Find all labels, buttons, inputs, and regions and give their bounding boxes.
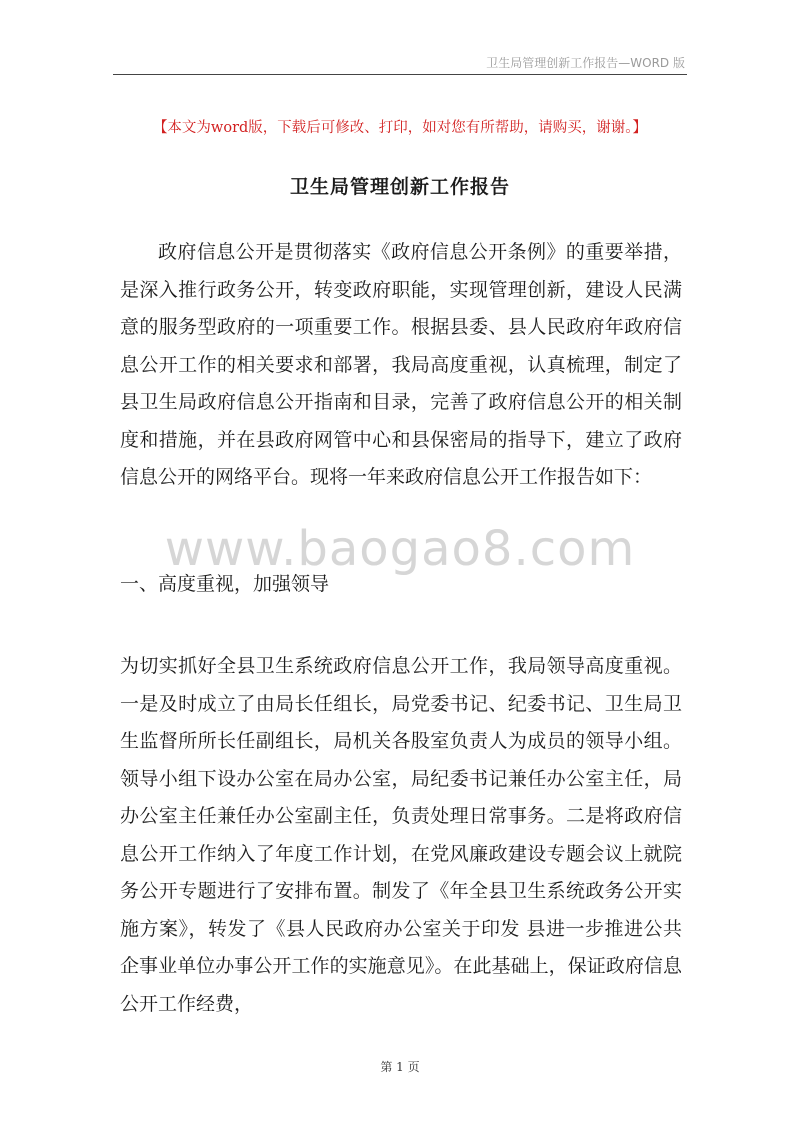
- intro-paragraph: 政府信息公开是贯彻落实《政府信息公开条例》的重要举措，是深入推行政务公开，转变政府职能，实现管理创新，建设人民满意的服务型政府的一项重要工作。根据县委、县人民政府年政府信息公开工作的相关要求和部署，我局高度重视，认真梳理，制定了 县卫生局政府信息公开指南和目录，完善了政府信息公开的相关制度和措施，并在县政府网管中心和县保密局的指导下，建立了政府信息公开的网络平台。现将一年来政府信息公开工作报告如下：: [120, 241, 682, 488]
- body-paragraph: 为切实抓好全县卫生系统政府信息公开工作，我局领导高度重视。一是及时成立了由局长任组长，局党委书记、纪委书记、卫生局卫生监督所所长任副组长，局机关各股室负责人为成员的领导小组。领导小组下设办公室在局办公室，局纪委书记兼任办公室主任，局办公室主任兼任办公室副主任，负责处理日常事务。二是将政府信息公开工作纳入了年度工作计划，在党风廉政建设专题会议上就院务公开专题进行了安排布置。制发了《年全县卫生系统政务公开实施方案》，转发了《县人民政府办公室关于印发 县进一步推进公共企事业单位办事公开工作的实施意见》。在此基础上，保证政府信息公开工作经费，: [120, 655, 682, 1015]
- page-number: 第 1 页: [380, 1060, 420, 1074]
- running-header: 卫生局管理创新工作报告—WORD 版: [486, 56, 685, 70]
- watermark: www.baogao8.com: [164, 521, 636, 577]
- section-heading: 一、高度重视，加强领导: [120, 573, 330, 595]
- download-notice: 【本文为word版，下载后可修改、打印，如对您有所帮助，请购买，谢谢。】: [152, 120, 648, 136]
- document-title: 卫生局管理创新工作报告: [289, 176, 510, 198]
- header-divider: [113, 74, 687, 75]
